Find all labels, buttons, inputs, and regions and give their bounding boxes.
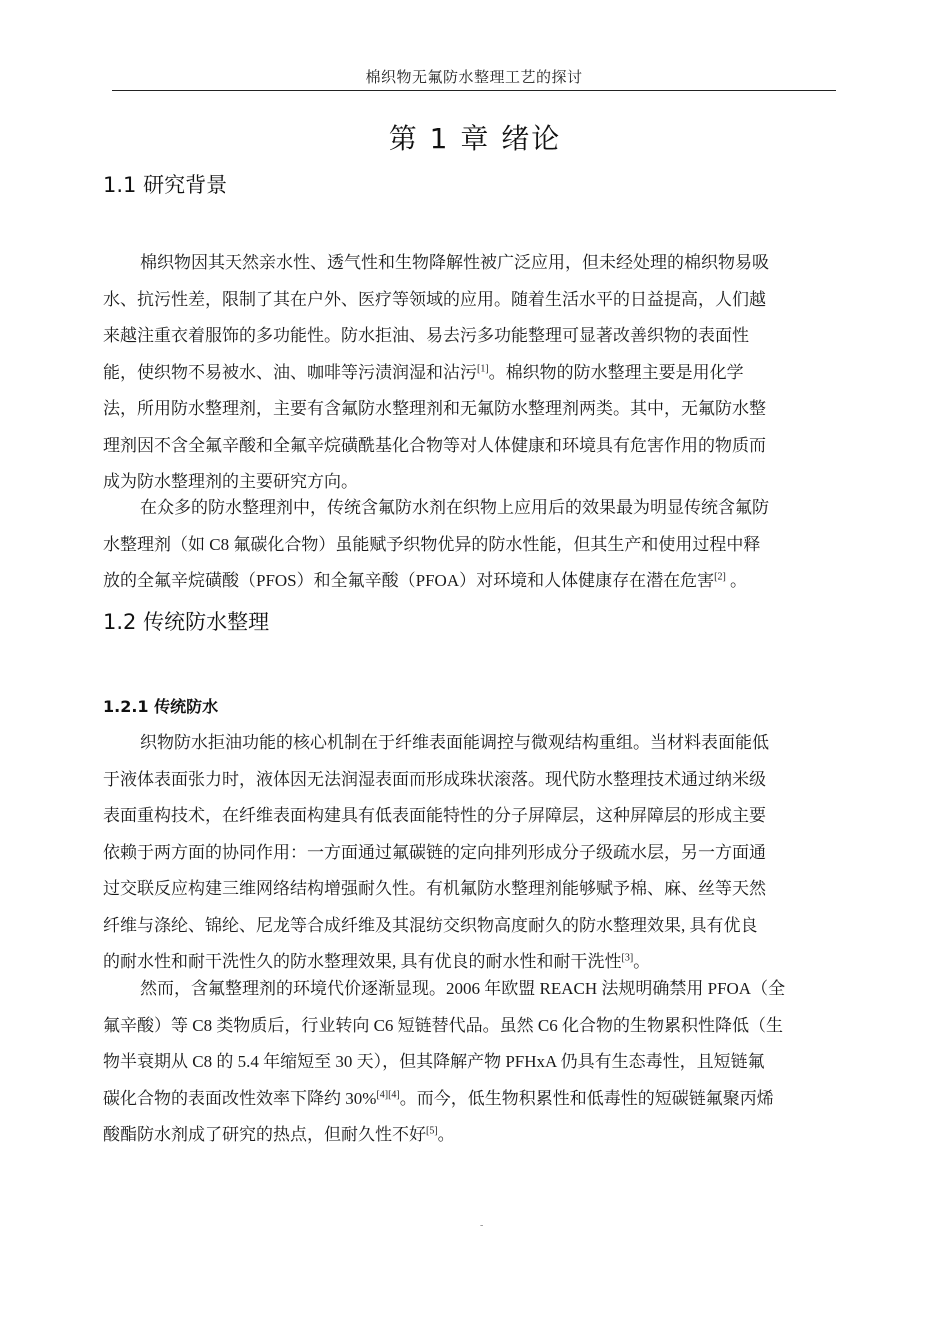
header-rule xyxy=(112,90,836,91)
text-line: 然而，含氟整理剂的环境代价逐渐显现。2006 年欧盟 REACH 法规明确禁用 PFOA（全 xyxy=(140,979,786,998)
citation-ref[interactable]: [3] xyxy=(621,952,634,964)
subsection-heading-1-2-1: 1.2.1 传统防水 xyxy=(103,697,219,716)
page-footer-mark: - xyxy=(480,1220,484,1231)
text-segment: 酸酯防水剂成了研究的热点，但耐久性不好 xyxy=(103,1125,426,1144)
text-segment: 能，使织物不易被水、油、咖啡等污渍润湿和沾污 xyxy=(103,362,477,382)
text-segment: 。 xyxy=(633,952,651,971)
text-line: 物半衰期从 C8 的 5.4 年缩短至 30 天），但其降解产物 PFHxA 仍具有生态毒性，且短链氟 xyxy=(103,1052,765,1071)
text-line: 过交联反应构建三维网络结构增强耐久性。有机氟防水整理剂能够赋予棉、麻、丝等天然 xyxy=(103,879,766,898)
text-segment: 碳化合物的表面改性效率下降约 30% xyxy=(103,1088,377,1108)
text-line xyxy=(103,1081,848,1118)
chapter-title: 第 1 章 绪论 xyxy=(388,122,562,155)
paragraph-background-1 xyxy=(103,245,848,501)
text-line: 依赖于两方面的协同作用：一方面通过氟碳链的定向排列形成分子级疏水层，另一方面通 xyxy=(103,842,766,862)
text-line: 水整理剂（如 C8 氟碳化合物）虽能赋予织物优异的防水性能，但其生产和使用过程中释 xyxy=(103,534,761,554)
paragraph-traditional-2 xyxy=(103,971,848,1154)
text-line: 表面重构技术，在纤维表面构建具有低表面能特性的分子屏障层，这种屏障层的形成主要 xyxy=(103,806,766,825)
paragraph-traditional-1 xyxy=(103,725,848,981)
text-line: 理剂因不含全氟辛酸和全氟辛烷磺酰基化合物等对人体健康和环境具有危害作用的物质而 xyxy=(103,435,766,455)
text-segment: 放的全氟辛烷磺酸（PFOS）和全氟辛酸（PFOA）对环境和人体健康存在潜在危害 xyxy=(103,571,715,590)
citation-ref[interactable]: [5] xyxy=(426,1125,438,1137)
text-line xyxy=(103,563,848,600)
text-segment: 。 xyxy=(437,1125,455,1144)
text-line: 织物防水拒油功能的核心机制在于纤维表面能调控与微观结构重组。当材料表面能低 xyxy=(140,733,769,752)
text-segment: 。棉织物的防水整理主要是用化学 xyxy=(488,362,744,382)
text-line: 成为防水整理剂的主要研究方向。 xyxy=(103,472,358,491)
citation-ref[interactable]: [4][4] xyxy=(376,1088,400,1100)
text-line: 棉织物因其天然亲水性、透气性和生物降解性被广泛应用，但未经处理的棉织物易吸 xyxy=(140,253,769,272)
text-line: 来越注重衣着服饰的多功能性。防水拒油、易去污多功能整理可显著改善织物的表面性 xyxy=(103,326,749,345)
running-header: 棉织物无氟防水整理工艺的探讨 xyxy=(365,70,583,86)
text-line: 氟辛酸）等 C8 类物质后，行业转向 C6 短链替代品。虽然 C6 化合物的生物累积性降低（生 xyxy=(103,1015,784,1035)
citation-ref[interactable]: [2] xyxy=(714,571,726,583)
text-line: 水、抗污性差，限制了其在户外、医疗等领域的应用。随着生活水平的日益提高，人们越 xyxy=(103,289,766,309)
text-line: 在众多的防水整理剂中，传统含氟防水剂在织物上应用后的效果最为明显传统含氟防 xyxy=(140,498,769,517)
text-segment: 。 xyxy=(725,571,748,590)
text-line: 纤维与涤纶、锦纶、尼龙等合成纤维及其混纺交织物高度耐久的防水整理效果, 具有优良 xyxy=(103,915,758,935)
text-line xyxy=(103,355,848,392)
text-segment: 。而今，低生物积累性和低毒性的短碳链氟聚丙烯 xyxy=(399,1088,774,1108)
section-heading-1-1: 1.1 研究背景 xyxy=(103,173,228,197)
text-line xyxy=(103,1117,848,1154)
text-line: 法，所用防水整理剂，主要有含氟防水整理剂和无氟防水整理剂两类。其中，无氟防水整 xyxy=(103,399,766,418)
section-heading-1-2: 1.2 传统防水整理 xyxy=(103,610,270,634)
paragraph-background-2 xyxy=(103,490,848,600)
text-segment: 的耐水性和耐干洗性久的防水整理效果, 具有优良的耐水性和耐干洗性 xyxy=(103,952,622,971)
text-line: 于液体表面张力时，液体因无法润湿表面而形成珠状滚落。现代防水整理技术通过纳米级 xyxy=(103,769,766,789)
citation-ref[interactable]: [1] xyxy=(477,362,489,374)
